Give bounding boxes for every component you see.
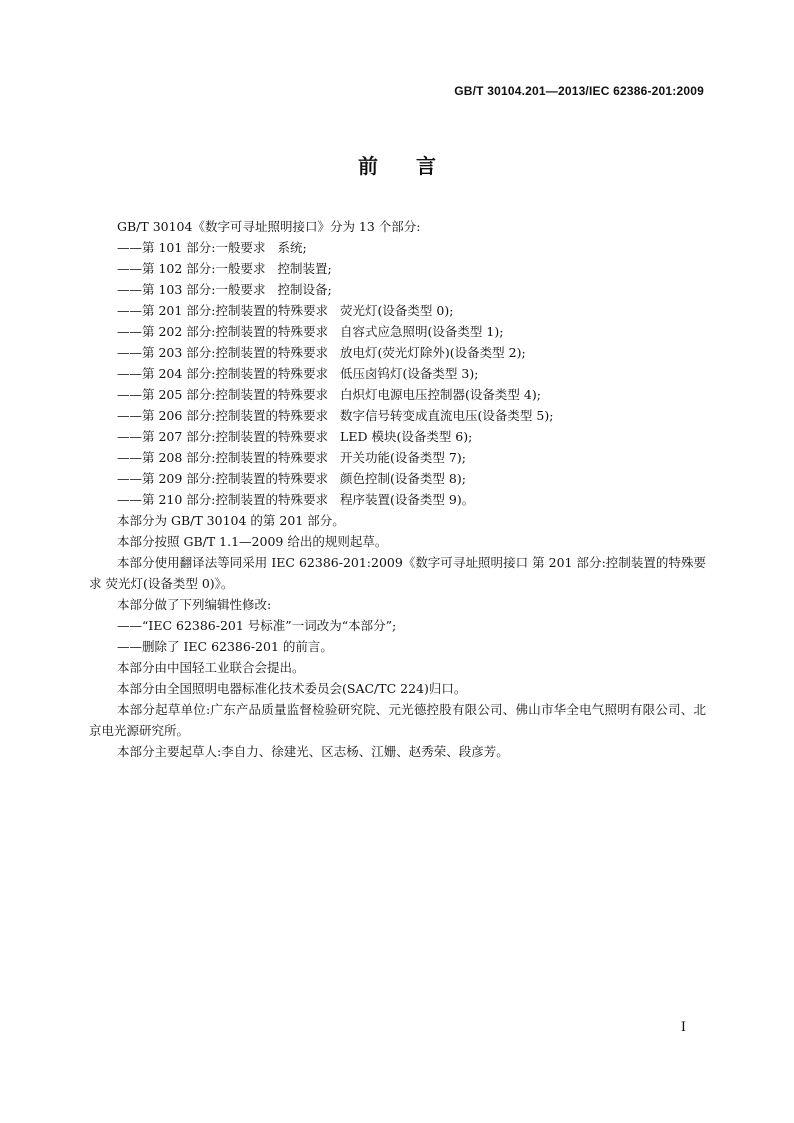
list-item: [89, 342, 706, 363]
part-subject: 颜色控制(设备类型 8);: [340, 471, 466, 486]
page-title: 前言: [358, 154, 474, 178]
part-name: ——第 201 部分:控制装置的特殊要求: [117, 303, 329, 318]
list-item: [89, 426, 706, 447]
part-subject: LED 模块(设备类型 6);: [340, 429, 473, 444]
part-subject: 低压卤钨灯(设备类型 3);: [340, 366, 479, 381]
list-item: [89, 405, 706, 426]
document-code-header: GB/T 30104.201—2013/IEC 62386-201:2009: [454, 84, 704, 98]
part-name: ——第 203 部分:控制装置的特殊要求: [117, 345, 329, 360]
part-name: ——第 202 部分:控制装置的特殊要求: [117, 324, 329, 339]
part-subject: 数字信号转变成直流电压(设备类型 5);: [340, 408, 554, 423]
list-item: [89, 489, 706, 510]
part-subject: 控制设备;: [277, 282, 332, 297]
list-item: [89, 321, 706, 342]
part-subject: 系统;: [277, 240, 307, 255]
page-number: I: [680, 1020, 686, 1035]
translation-paragraph: 本部分使用翻译法等同采用 IEC 62386-201:2009《数字可寻址照明接口 第 201 部分:控制装置的特殊要求 荧光灯(设备类型 0)》。: [89, 555, 706, 591]
drafting-rules-paragraph: 本部分按照 GB/T 1.1—2009 给出的规则起草。: [117, 534, 388, 549]
part-name: ——第 101 部分:一般要求: [117, 240, 266, 255]
list-item: [89, 237, 706, 258]
this-part-paragraph: 本部分为 GB/T 30104 的第 201 部分。: [117, 513, 345, 528]
part-subject: 程序装置(设备类型 9)。: [340, 492, 475, 507]
parts-list: [89, 237, 706, 510]
list-item: [89, 363, 706, 384]
foreword-body: [89, 216, 706, 762]
list-item: [89, 279, 706, 300]
list-item: [89, 468, 706, 489]
drafters-paragraph: 本部分主要起草人:李自力、徐建光、区志杨、江姗、赵秀荣、段彦芳。: [117, 744, 509, 759]
list-item: [89, 447, 706, 468]
proposed-by-paragraph: 本部分由中国轻工业联合会提出。: [117, 660, 305, 675]
part-name: ——第 206 部分:控制装置的特殊要求: [117, 408, 329, 423]
edit-item: ——删除了 IEC 62386-201 的前言。: [117, 639, 333, 654]
part-subject: 放电灯(荧光灯除外)(设备类型 2);: [340, 345, 526, 360]
edits-intro-paragraph: 本部分做了下列编辑性修改:: [117, 597, 272, 612]
part-name: ——第 204 部分:控制装置的特殊要求: [117, 366, 329, 381]
part-name: ——第 208 部分:控制装置的特殊要求: [117, 450, 329, 465]
list-item: [89, 258, 706, 279]
edit-item: ——“IEC 62386-201 号标准”一词改为“本部分”;: [117, 618, 397, 633]
list-item: [89, 300, 706, 321]
list-item: [89, 384, 706, 405]
part-subject: 开关功能(设备类型 7);: [340, 450, 466, 465]
part-name: ——第 207 部分:控制装置的特殊要求: [117, 429, 329, 444]
part-subject: 白炽灯电源电压控制器(设备类型 4);: [340, 387, 541, 402]
part-subject: 控制装置;: [277, 261, 332, 276]
part-subject: 自容式应急照明(设备类型 1);: [340, 324, 504, 339]
part-name: ——第 103 部分:一般要求: [117, 282, 266, 297]
centralized-by-paragraph: 本部分由全国照明电器标准化技术委员会(SAC/TC 224)归口。: [117, 681, 467, 696]
drafting-units-paragraph: 本部分起草单位:广东产品质量监督检验研究院、元光德控股有限公司、佛山市华全电气照明有限公司、北京电光源研究所。: [89, 702, 706, 738]
part-name: ——第 210 部分:控制装置的特殊要求: [117, 492, 329, 507]
part-name: ——第 102 部分:一般要求: [117, 261, 266, 276]
part-subject: 荧光灯(设备类型 0);: [340, 303, 454, 318]
part-name: ——第 209 部分:控制装置的特殊要求: [117, 471, 329, 486]
part-name: ——第 205 部分:控制装置的特殊要求: [117, 387, 329, 402]
intro-paragraph: GB/T 30104《数字可寻址照明接口》分为 13 个部分:: [117, 219, 421, 234]
